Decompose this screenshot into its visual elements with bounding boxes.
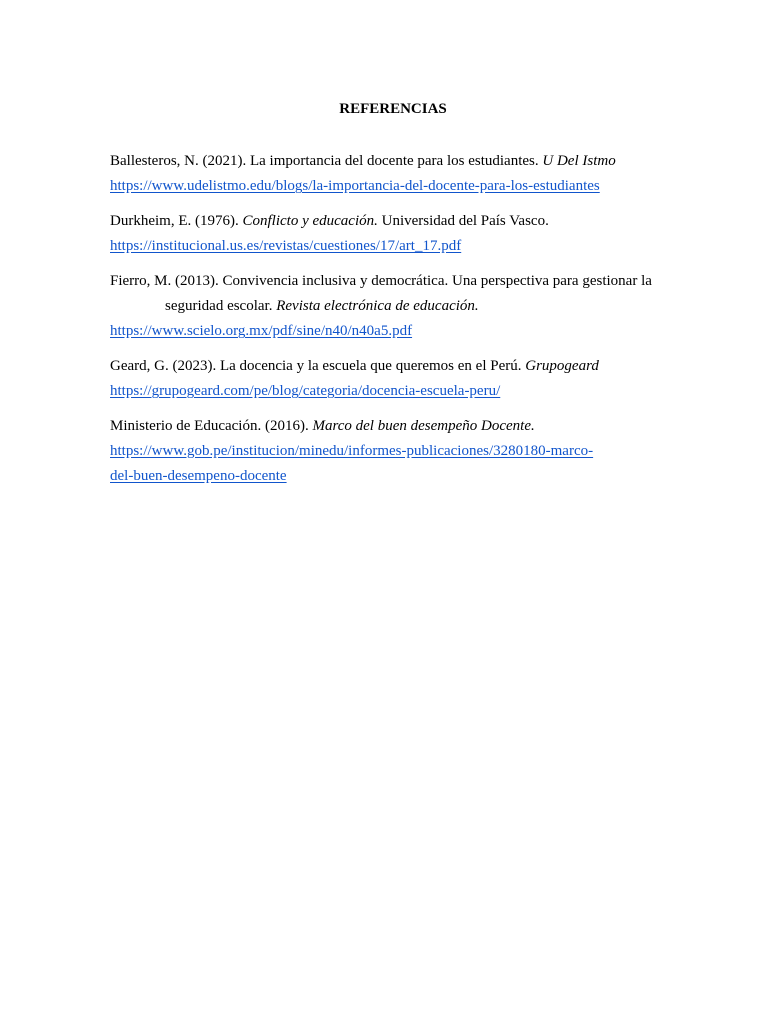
reference-text: Geard, G. (2023). La docencia y la escuela que queremos en el Perú. [110, 357, 526, 374]
reference-durkheim [110, 209, 682, 260]
reference-link-part1[interactable]: https://www.gob.pe/institucion/minedu/informes-publicaciones/3280180-marco- [110, 443, 594, 460]
reference-title: Marco del buen desempeño Docente. [312, 417, 535, 434]
reference-fierro [110, 269, 682, 345]
reference-text: Durkheim, E. (1976). [110, 212, 243, 229]
reference-text: Ministerio de Educación. (2016). [110, 417, 313, 434]
reference-source: U Del Istmo [542, 153, 616, 169]
reference-geard [110, 354, 682, 405]
page-title: REFERENCIAS [339, 101, 447, 117]
reference-text: Fierro, M. (2013). Convivencia inclusiva y democrática. Una perspectiva para gestionar la seguridad escolar. [110, 272, 652, 315]
reference-title: Conflicto y educación. [242, 212, 378, 229]
reference-publisher: Universidad del País Vasco. [377, 212, 549, 229]
reference-link[interactable]: https://www.scielo.org.mx/pdf/sine/n40/n40a5.pdf [110, 323, 413, 340]
reference-ballesteros [110, 149, 682, 200]
reference-source: Grupogeard [525, 357, 599, 374]
reference-link[interactable]: https://institucional.us.es/revistas/cuestiones/17/art_17.pdf [110, 238, 462, 255]
reference-minedu [110, 414, 682, 490]
reference-source: Revista electrónica de educación. [276, 298, 479, 315]
reference-link-part2[interactable]: del-buen-desempeno-docente [110, 468, 287, 485]
reference-text: Ballesteros, N. (2021). La importancia del docente para los estudiantes. [110, 153, 543, 169]
reference-link[interactable]: https://grupogeard.com/pe/blog/categoria/docencia-escuela-peru/ [110, 383, 501, 400]
reference-list [110, 149, 682, 499]
reference-link[interactable]: https://www.udelistmo.edu/blogs/la-importancia-del-docente-para-los-estudiantes [110, 178, 600, 195]
